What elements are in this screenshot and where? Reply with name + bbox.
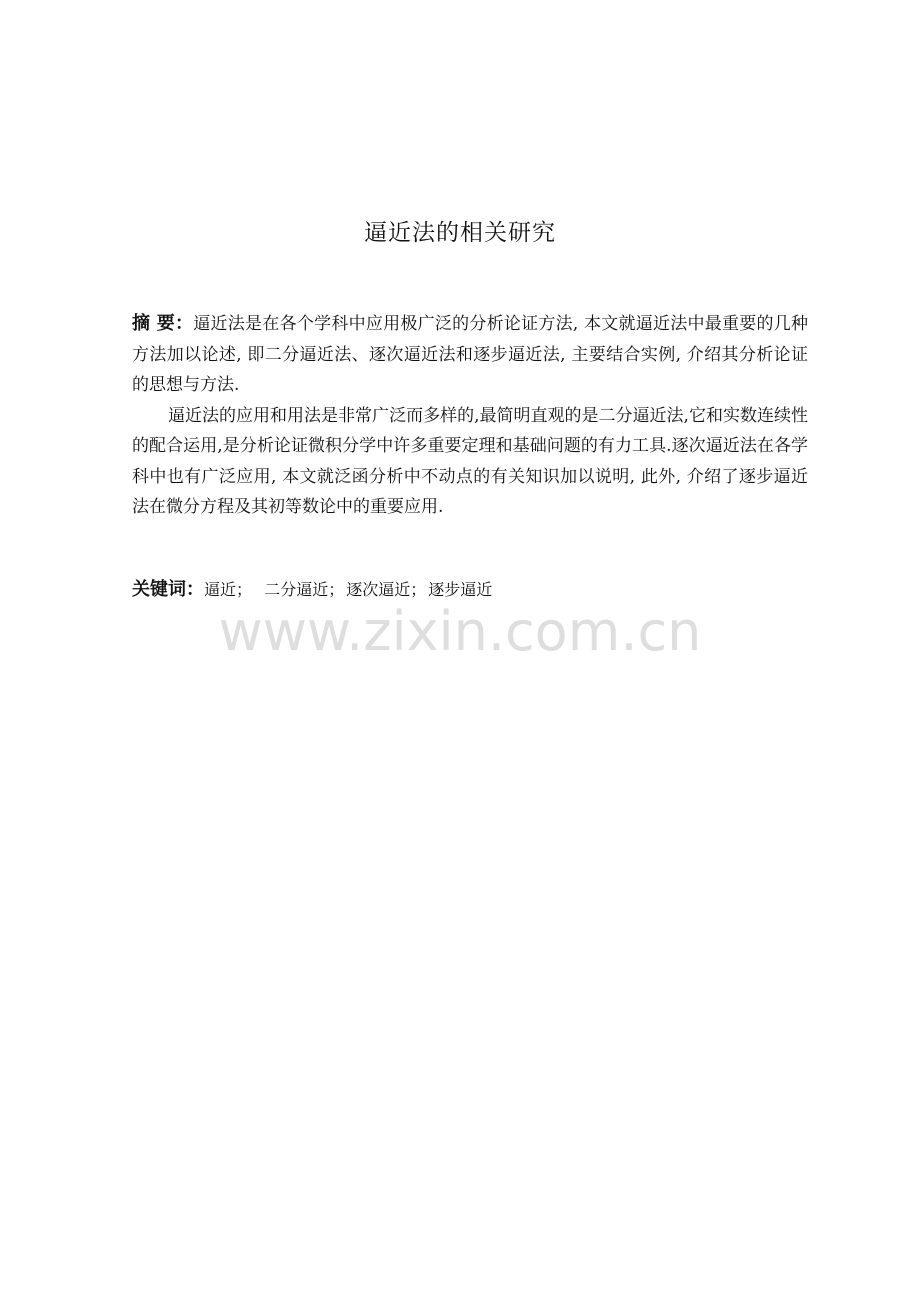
- abstract-section: [132, 309, 808, 523]
- abstract-text-1: 逼近法是在各个学科中应用极广泛的分析论证方法, 本文就逼近法中最重要的几种方法加以论述, 即二分逼近法、逐次逼近法和逐步逼近法, 主要结合实例, 介绍其分析论证的思想与方法.: [132, 314, 808, 395]
- abstract-label: 摘 要：: [132, 313, 194, 334]
- abstract-paragraph-2: 逼近法的应用和用法是非常广泛而多样的,最简明直观的是二分逼近法,它和实数连续性的配合运用,是分析论证微积分学中许多重要定理和基础问题的有力工具.逐次逼近法在各学科中也有广泛应用, 本文就泛函分析中不动点的有关知识加以说明, 此外, 介绍了逐步逼近法在微分方程及其初等数论中的重要应用.: [132, 405, 808, 517]
- keyword-item: 逐步逼近: [428, 580, 493, 599]
- keyword-item: 二分逼近；: [264, 580, 345, 599]
- keywords-label: 关键词：: [132, 579, 204, 600]
- document-title: 逼近法的相关研究: [364, 220, 556, 246]
- watermark-text: www.zixin.com.cn: [218, 600, 702, 663]
- keywords-section: [132, 575, 808, 605]
- keyword-item: 逐次逼近；: [346, 580, 427, 599]
- abstract-paragraph-1: [132, 309, 808, 401]
- keyword-item: 逼近；: [204, 580, 253, 599]
